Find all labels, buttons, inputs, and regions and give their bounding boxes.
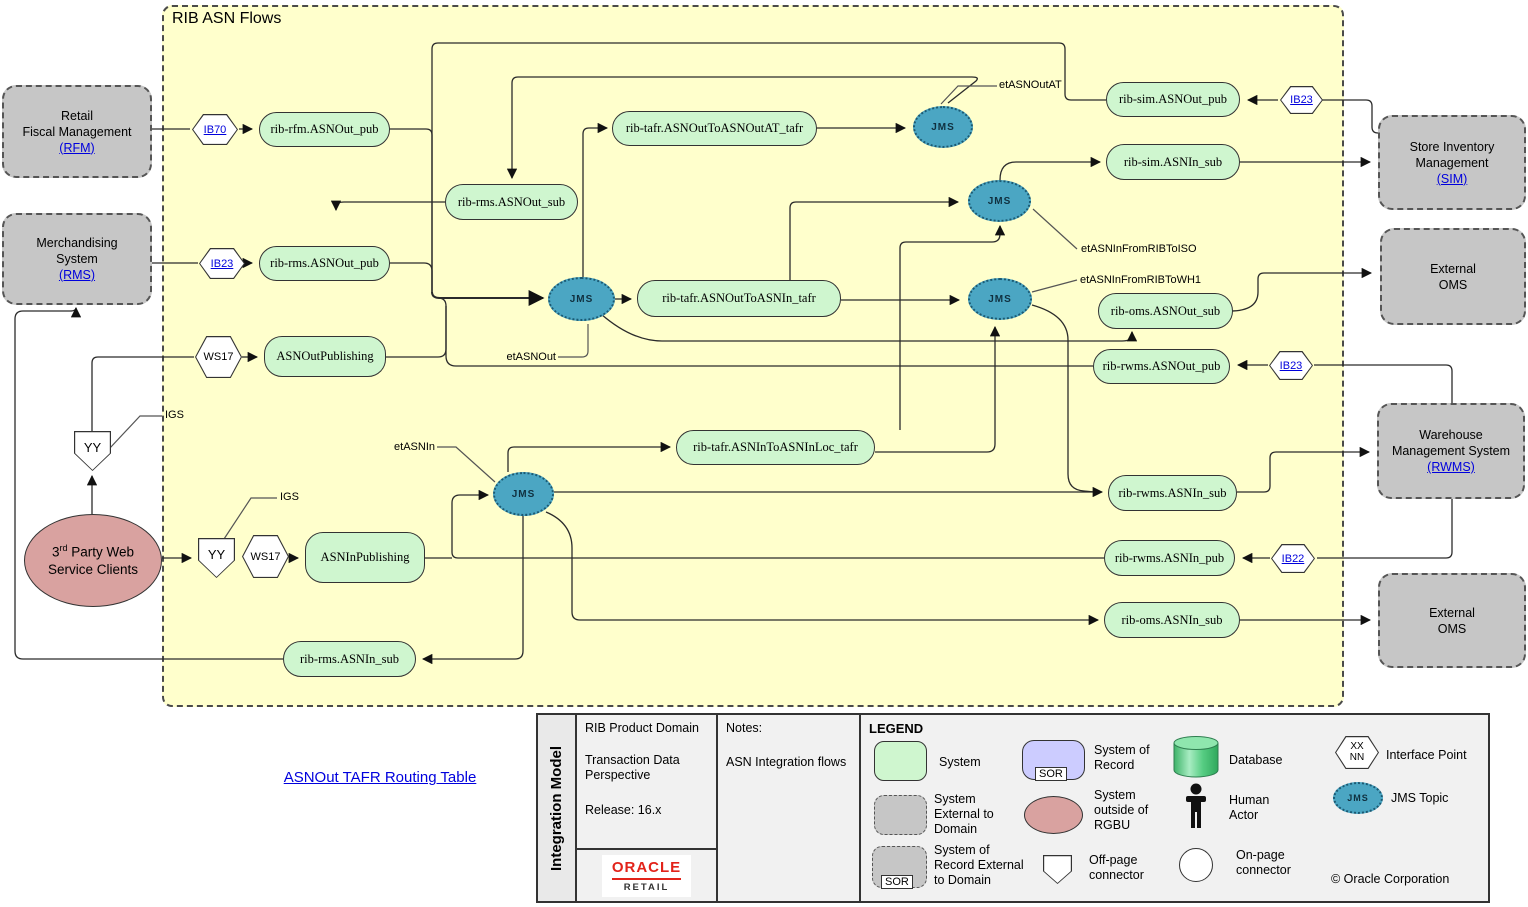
node-rib-rwms-asnin-sub: rib-rwms.ASNIn_sub — [1108, 475, 1237, 511]
rfm-link[interactable]: (RFM) — [59, 140, 95, 155]
system-rms — [2, 213, 152, 305]
jms-topic-etasnin-from-rib-to-wh1: JMS — [968, 278, 1032, 320]
system-rfm-name-line1: Retail — [61, 108, 93, 123]
system-rms-name-line1: Merchandising — [36, 236, 118, 250]
jms-topic-etasnin: JMS — [493, 472, 554, 516]
flow-line — [336, 202, 445, 210]
legend-onpage-connector-icon — [1179, 848, 1213, 882]
interface-point-ib22 — [1271, 544, 1315, 573]
system-rfm — [2, 85, 152, 178]
ib23-link[interactable]: IB23 — [1279, 359, 1303, 372]
retail-logo-text: RETAIL — [623, 881, 670, 893]
sor-tag: SOR — [1035, 767, 1067, 781]
legend-human-actor-label: Human Actor — [1229, 793, 1270, 822]
panel-side-title — [538, 715, 577, 901]
flow-line — [1000, 162, 1100, 180]
rwms-link[interactable]: (RWMS) — [1427, 460, 1475, 474]
interface-point-ib23-rwms — [1269, 351, 1313, 380]
interface-point-ib23-rms — [199, 248, 245, 279]
node-rib-rms-asnout-sub: rib-rms.ASNOut_sub — [445, 184, 578, 220]
third-party-web-service-clients — [24, 514, 162, 607]
copyright-text: © Oracle Corporation — [1331, 872, 1450, 886]
legend-database-label: Database — [1229, 753, 1283, 767]
flow-line — [508, 447, 670, 472]
jms-topic-etasnout: JMS — [548, 277, 615, 321]
system-external-oms-bottom — [1378, 573, 1526, 668]
yy-label: YY — [83, 439, 102, 455]
rms-link[interactable]: (RMS) — [58, 268, 96, 282]
label-igs-bottom: IGS — [280, 491, 299, 503]
node-asnin-publishing: ASNInPublishing — [305, 532, 425, 583]
node-rib-sim-asnin-sub: rib-sim.ASNIn_sub — [1106, 144, 1240, 180]
legend-jms-topic-icon: JMS — [1333, 782, 1383, 814]
release-text: Release: 16.x — [585, 803, 662, 817]
legend-interface-point-icon — [1335, 736, 1379, 769]
label-igs-top: IGS — [165, 409, 184, 421]
node-rib-rwms-asnin-pub: rib-rwms.ASNIn_pub — [1104, 540, 1235, 576]
flow-line — [1230, 273, 1371, 311]
node-rib-tafr-asnout-to-asnin: rib-tafr.ASNOutToASNIn_tafr — [637, 280, 841, 317]
interface-point-ws17-out — [195, 336, 242, 378]
flow-line — [432, 292, 543, 298]
legend-system-outside-rgbu-swatch — [1024, 796, 1083, 834]
page-title: RIB ASN Flows — [172, 10, 282, 27]
actor-line1: 3rd Party Web — [51, 542, 135, 560]
legend-system-external-label: System External to Domain — [934, 792, 994, 836]
system-rfm-name-line2: Fiscal Management — [22, 124, 132, 139]
oracle-logo-area — [577, 848, 716, 901]
system-rwms-name-line1: Warehouse — [1419, 428, 1483, 442]
label-etasnout: etASNOut — [506, 351, 556, 363]
system-rwms-name-line2: Management System — [1391, 444, 1511, 458]
node-rib-tafr-asnin-to-asninloc: rib-tafr.ASNInToASNInLoc_tafr — [676, 430, 875, 465]
ib23-link[interactable]: IB23 — [1290, 94, 1313, 106]
legend-jms-topic-label: JMS Topic — [1391, 791, 1449, 805]
legend-sor-external-swatch — [872, 846, 927, 888]
node-rib-rms-asnout-pub: rib-rms.ASNOut_pub — [259, 246, 390, 281]
flow-line — [1237, 452, 1369, 492]
database-icon — [1172, 736, 1220, 778]
ws17-label: WS17 — [250, 550, 281, 563]
node-rib-tafr-asnout-to-asnoutat: rib-tafr.ASNOutToASNOutAT_tafr — [612, 111, 817, 146]
ib23-link[interactable]: IB23 — [210, 257, 234, 270]
perspective-text-line2: Perspective — [585, 768, 651, 782]
flow-line — [900, 226, 1000, 430]
external-oms-top-line2: OMS — [1438, 277, 1468, 292]
external-oms-bottom-line1: External — [1429, 605, 1475, 620]
flow-line — [875, 327, 995, 452]
legend-system-outside-rgbu-label: System outside of RGBU — [1094, 788, 1149, 832]
label-etasnoutat: etASNOutAT — [999, 79, 1062, 91]
product-domain-text: RIB Product Domain — [585, 721, 699, 735]
xx-nn-label: XX NN — [1349, 741, 1365, 763]
panel-info-cell — [577, 715, 716, 901]
label-etasnin-from-rib-to-wh1: etASNInFromRIBToWH1 — [1080, 274, 1202, 286]
flow-line — [583, 128, 607, 277]
offpage-connector-yy-bottom — [198, 538, 235, 578]
actor-line2: Service Clients — [47, 561, 139, 577]
node-rib-rfm-asnout-pub: rib-rfm.ASNOut_pub — [259, 112, 390, 147]
node-asnout-publishing: ASNOutPublishing — [264, 336, 386, 377]
flow-line — [15, 308, 283, 659]
legend-cell — [859, 715, 1488, 901]
callout-line — [1033, 209, 1077, 249]
flow-line — [386, 298, 446, 357]
callout-line — [437, 447, 495, 482]
interface-point-ws17-in — [242, 535, 289, 578]
legend-system-of-record-swatch — [1022, 740, 1085, 780]
flow-line — [790, 202, 958, 280]
flow-line — [1317, 499, 1452, 558]
callout-line — [224, 498, 277, 539]
legend-interface-point-label: Interface Point — [1386, 748, 1467, 762]
system-sim-name-line1: Store Inventory — [1409, 139, 1495, 154]
flow-line — [1032, 305, 1095, 492]
interface-point-ib70 — [192, 114, 238, 145]
label-etasnin-from-rib-to-iso: etASNInFromRIBToISO — [1081, 243, 1197, 255]
jms-topic-etasnin-from-rib-to-iso: JMS — [968, 180, 1031, 222]
ws17-label: WS17 — [203, 351, 234, 363]
system-rms-name-line2: System — [56, 252, 98, 266]
flow-line — [390, 129, 432, 292]
legend-offpage-connector-icon — [1043, 855, 1072, 884]
legend-system-of-record-label: System of Record — [1094, 743, 1150, 772]
node-rib-oms-asnout-sub: rib-oms.ASNOut_sub — [1098, 293, 1233, 329]
node-rib-rms-asnin-sub: rib-rms.ASNIn_sub — [283, 641, 416, 677]
flow-line — [1322, 100, 1378, 133]
label-etasnin: etASNIn — [394, 441, 435, 453]
node-rib-rwms-asnout-pub: rib-rwms.ASNOut_pub — [1093, 349, 1230, 384]
flow-line — [1314, 365, 1452, 403]
oracle-retail-logo — [602, 855, 691, 897]
flow-line — [423, 516, 523, 659]
ib22-link[interactable]: IB22 — [1281, 552, 1305, 565]
integration-model-title: Integration Model — [548, 745, 565, 871]
yy-label: YY — [207, 546, 226, 562]
legend-system-swatch — [874, 741, 927, 781]
legend-title: LEGEND — [869, 721, 924, 736]
external-oms-bottom-line2: OMS — [1437, 621, 1467, 636]
sim-link[interactable]: (SIM) — [1436, 171, 1468, 186]
perspective-text-line1: Transaction Data — [585, 753, 680, 767]
human-actor-icon — [1183, 783, 1209, 834]
oracle-logo-text: ORACLE — [612, 859, 681, 880]
legend-sor-external-label: System of Record External to Domain — [934, 843, 1024, 887]
system-rwms — [1377, 403, 1525, 499]
legend-system-label: System — [939, 755, 981, 769]
ib70-link[interactable]: IB70 — [203, 123, 227, 136]
integration-model-panel — [536, 713, 1490, 903]
interface-point-ib23-sim — [1280, 86, 1323, 114]
flow-line — [546, 512, 1098, 620]
node-rib-oms-asnin-sub: rib-oms.ASNIn_sub — [1104, 602, 1240, 638]
external-oms-top-line1: External — [1430, 261, 1476, 276]
sor-tag: SOR — [881, 875, 913, 889]
jms-topic-etasnoutat: JMS — [913, 106, 973, 148]
panel-notes-cell — [716, 715, 859, 901]
offpage-connector-yy-top — [74, 431, 111, 471]
legend-onpage-connector-label: On-page connector — [1236, 848, 1291, 877]
notes-title: Notes: — [726, 721, 763, 735]
flow-line — [390, 263, 432, 292]
notes-body: ASN Integration flows — [726, 755, 847, 769]
legend-offpage-connector-label: Off-page connector — [1089, 853, 1144, 882]
callout-line — [1032, 280, 1077, 292]
system-sim — [1378, 115, 1526, 210]
node-rib-sim-asnout-pub: rib-sim.ASNOut_pub — [1106, 82, 1240, 117]
system-external-oms-top — [1380, 228, 1526, 325]
callout-line — [558, 324, 588, 357]
system-sim-name-line2: Management — [1415, 155, 1489, 170]
asnout-tafr-routing-table-link[interactable]: ASNOut TAFR Routing Table — [283, 769, 477, 786]
flow-line — [601, 314, 1132, 341]
legend-system-external-swatch — [874, 795, 927, 835]
